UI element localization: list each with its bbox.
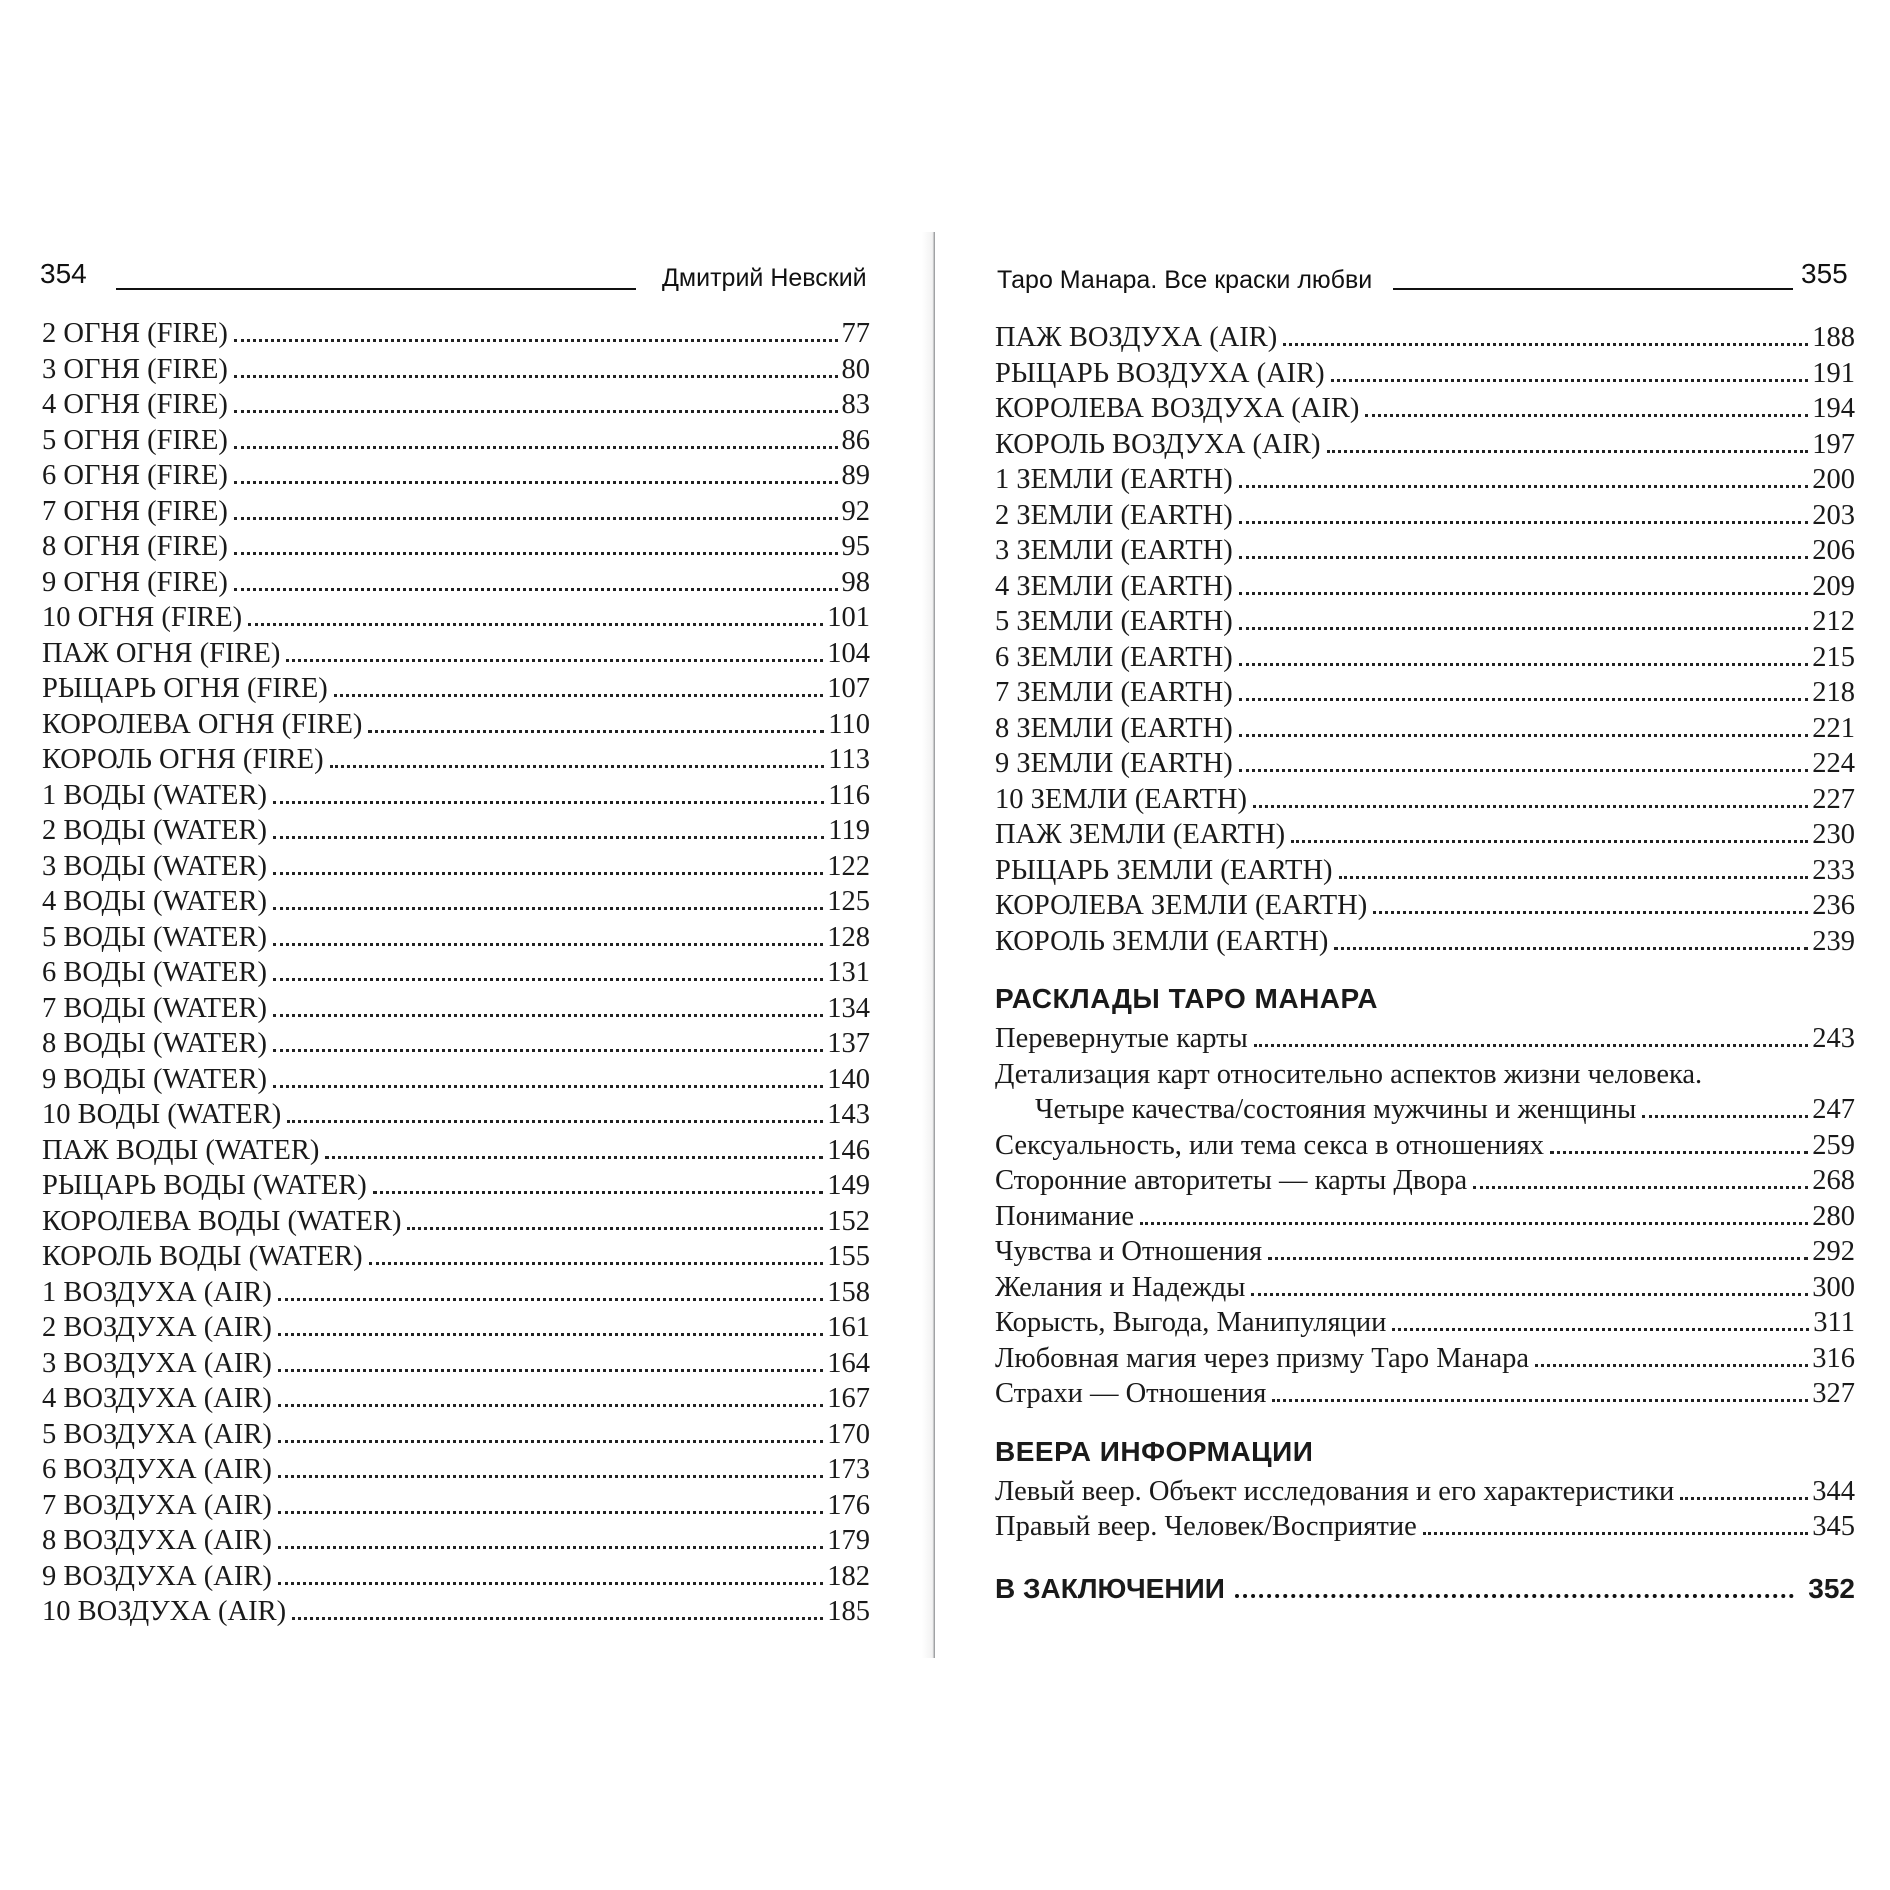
toc-entry-title: 3 ВОДЫ (WATER) — [42, 850, 267, 882]
toc-entry-page: 179 — [827, 1525, 870, 1556]
toc-entry[interactable] — [42, 423, 870, 459]
leader-dots — [1283, 342, 1808, 346]
toc-entry-title: 8 ВОДЫ (WATER) — [42, 1028, 267, 1059]
toc-entry[interactable] — [995, 1199, 1855, 1235]
toc-entry[interactable] — [42, 707, 870, 743]
leader-dots — [334, 693, 824, 697]
leader-dots — [1239, 591, 1809, 595]
toc-entry-page: 119 — [828, 815, 870, 846]
toc-entry[interactable] — [995, 640, 1855, 676]
toc-entry-page: 92 — [841, 495, 870, 527]
leader-dots — [1268, 1256, 1808, 1260]
toc-entry[interactable] — [995, 391, 1855, 427]
toc-entry-title: КОРОЛЕВА ВОЗДУХА (AIR) — [995, 393, 1360, 424]
toc-entry-page: 104 — [827, 637, 870, 669]
toc-entry-title: КОРОЛЕВА ЗЕМЛИ (EARTH) — [995, 890, 1368, 921]
toc-entry[interactable] — [995, 533, 1855, 569]
section-heading-fans: ВЕЕРА ИНФОРМАЦИИ — [995, 1435, 1314, 1467]
toc-entry[interactable] — [42, 1026, 870, 1062]
toc-entry[interactable] — [42, 600, 870, 636]
toc-entry[interactable] — [42, 849, 870, 885]
right-page — [935, 232, 1890, 1658]
toc-entry-page: 182 — [827, 1560, 870, 1592]
toc-entry-title: 9 ВОЗДУХА (AIR) — [42, 1560, 272, 1592]
toc-entry-title: 6 ВОДЫ (WATER) — [42, 957, 267, 988]
toc-entry[interactable] — [995, 675, 1855, 711]
toc-entry-page: 206 — [1812, 535, 1855, 566]
leader-dots — [234, 338, 838, 342]
toc-entry-title: 4 ВОЗДУХА (AIR) — [42, 1383, 272, 1414]
leader-dots — [373, 1190, 823, 1194]
toc-entry-title: Четыре качества/состояния мужчины и женщины — [1035, 1094, 1637, 1125]
toc-entry-title: 7 ВОЗДУХА (AIR) — [42, 1489, 272, 1521]
toc-entry-page: 131 — [827, 957, 870, 988]
leader-dots — [1535, 1363, 1808, 1367]
left-page — [0, 232, 900, 1658]
toc-entry-page: 243 — [1812, 1023, 1855, 1054]
toc-entry-page: 125 — [827, 886, 870, 917]
toc-entry-page: 110 — [828, 708, 870, 740]
toc-entry-title: ПАЖ ВОДЫ (WATER) — [42, 1134, 320, 1166]
toc-entry-title: 3 ОГНЯ (FIRE) — [42, 353, 228, 385]
leader-dots — [278, 1297, 823, 1301]
leader-dots — [1239, 484, 1809, 488]
toc-entry[interactable] — [42, 778, 870, 814]
leader-dots — [1239, 626, 1809, 630]
toc-entry[interactable] — [42, 1310, 870, 1346]
toc-entry-page: 194 — [1812, 393, 1855, 424]
toc-entry-page: 268 — [1812, 1165, 1855, 1196]
toc-entry-page: 215 — [1812, 641, 1855, 673]
toc-entry[interactable] — [995, 569, 1855, 605]
toc-entry[interactable] — [995, 817, 1855, 853]
toc-entry[interactable] — [42, 1523, 870, 1559]
toc-entry-page: 300 — [1812, 1271, 1855, 1303]
leader-dots — [287, 1119, 823, 1123]
leader-dots — [1392, 1327, 1809, 1331]
toc-entry[interactable] — [42, 1488, 870, 1524]
toc-entry-title: КОРОЛЬ ВОЗДУХА (AIR) — [995, 428, 1321, 460]
leader-dots — [330, 764, 825, 768]
toc-entry-title: 10 ЗЕМЛИ (EARTH) — [995, 783, 1247, 815]
toc-entry[interactable] — [42, 1381, 870, 1417]
toc-entry-page: 173 — [827, 1454, 870, 1485]
toc-entry-page: 345 — [1812, 1511, 1855, 1542]
leader-dots — [248, 622, 823, 626]
leader-dots — [234, 374, 838, 378]
toc-entry[interactable] — [995, 888, 1855, 924]
toc-entry-title: Сексуальность, или тема секса в отношениях — [995, 1129, 1544, 1161]
toc-entry-page: 107 — [827, 673, 870, 704]
leader-dots — [1642, 1114, 1808, 1118]
leader-dots — [278, 1581, 823, 1585]
toc-entry-title: КОРОЛЬ ВОДЫ (WATER) — [42, 1241, 363, 1272]
leader-dots — [278, 1474, 823, 1478]
toc-entry[interactable] — [42, 1133, 870, 1169]
toc-entry-page: 122 — [827, 850, 870, 882]
toc-entry[interactable] — [995, 1128, 1855, 1164]
leader-dots — [273, 1048, 823, 1052]
right-header-rule — [1393, 288, 1793, 290]
leader-dots — [278, 1332, 823, 1336]
leader-dots — [1239, 697, 1809, 701]
toc-entry-page: 98 — [841, 566, 870, 598]
leader-dots — [1253, 804, 1808, 808]
toc-entry[interactable] — [995, 746, 1855, 782]
toc-entry-title: 9 ВОДЫ (WATER) — [42, 1063, 267, 1095]
toc-entry[interactable] — [995, 604, 1855, 640]
leader-dots — [273, 871, 823, 875]
book-spread — [0, 232, 1890, 1658]
toc-entry[interactable] — [42, 884, 870, 920]
toc-entry-page: 259 — [1812, 1129, 1855, 1161]
leader-dots — [234, 516, 838, 520]
toc-entry-page: 227 — [1812, 783, 1855, 815]
toc-entry[interactable] — [995, 1509, 1855, 1545]
toc-entry[interactable] — [42, 458, 870, 494]
toc-entry-page: 149 — [827, 1170, 870, 1201]
toc-entry[interactable] — [995, 356, 1855, 392]
toc-entry-page: 191 — [1812, 357, 1855, 389]
left-header-rule — [116, 288, 636, 290]
toc-entry-title: ПАЖ ОГНЯ (FIRE) — [42, 637, 281, 669]
toc-entry-page: 209 — [1812, 570, 1855, 602]
leader-dots — [1373, 910, 1808, 914]
leader-dots — [1327, 449, 1809, 453]
toc-entry-title: 9 ОГНЯ (FIRE) — [42, 566, 228, 598]
conclusion-page: 352 — [1808, 1572, 1855, 1604]
toc-entry-page: 212 — [1812, 606, 1855, 637]
toc-entry-title: КОРОЛЬ ОГНЯ (FIRE) — [42, 744, 324, 775]
leader-dots — [1291, 839, 1808, 843]
toc-entry-title: Правый веер. Человек/Восприятие — [995, 1511, 1417, 1542]
toc-entry-page: 176 — [827, 1489, 870, 1521]
toc-entry-page: 116 — [828, 779, 870, 811]
section-spreads-entries — [995, 1021, 1855, 1412]
leader-dots — [1680, 1496, 1808, 1500]
toc-entry[interactable] — [995, 924, 1855, 960]
toc-entry[interactable] — [995, 853, 1855, 889]
leader-dots — [1251, 1292, 1808, 1296]
toc-entry[interactable] — [42, 1417, 870, 1453]
leader-dots — [286, 658, 823, 662]
toc-entry-title: 2 ЗЕМЛИ (EARTH) — [995, 499, 1233, 531]
toc-entry-title: 1 ВОДЫ (WATER) — [42, 779, 267, 811]
right-toc-entries — [995, 320, 1855, 959]
toc-entry-title: Левый веер. Объект исследования и его характеристики — [995, 1475, 1675, 1507]
toc-entry[interactable] — [995, 1376, 1855, 1412]
toc-entry-page: 197 — [1812, 428, 1855, 460]
toc-entry[interactable] — [42, 387, 870, 423]
leader-dots — [1331, 378, 1809, 382]
leader-dots — [234, 480, 838, 484]
toc-entry-title: Сторонние авторитеты — карты Двора — [995, 1165, 1468, 1196]
toc-entry-page: 113 — [828, 744, 870, 775]
leader-dots — [273, 800, 824, 804]
toc-entry-page: 101 — [827, 602, 870, 633]
toc-entry-page: 152 — [827, 1205, 870, 1237]
leader-dots — [234, 445, 838, 449]
toc-entry-title: 4 ОГНЯ (FIRE) — [42, 389, 228, 420]
toc-entry-page: 218 — [1812, 677, 1855, 708]
toc-entry[interactable] — [995, 1021, 1855, 1057]
toc-entry-title: 1 ЗЕМЛИ (EARTH) — [995, 464, 1233, 495]
toc-entry[interactable] — [995, 1474, 1855, 1510]
toc-entry-title: КОРОЛЬ ЗЕМЛИ (EARTH) — [995, 925, 1329, 957]
leader-dots — [234, 409, 838, 413]
toc-entry-title: 6 ЗЕМЛИ (EARTH) — [995, 641, 1233, 673]
toc-entry[interactable] — [42, 955, 870, 991]
toc-entry-title: Страхи — Отношения — [995, 1378, 1267, 1409]
toc-entry-page: 89 — [841, 460, 870, 491]
toc-entry-page: 311 — [1813, 1307, 1855, 1338]
leader-dots — [278, 1368, 823, 1372]
toc-entry-page: 292 — [1812, 1236, 1855, 1267]
toc-entry-page: 224 — [1812, 748, 1855, 779]
toc-entry-title: 4 ЗЕМЛИ (EARTH) — [995, 570, 1233, 602]
toc-entry-title: 7 ОГНЯ (FIRE) — [42, 495, 228, 527]
toc-entry[interactable] — [42, 529, 870, 565]
leader-dots — [1239, 520, 1809, 524]
toc-entry-page: 164 — [827, 1347, 870, 1379]
toc-entry-title: КОРОЛЕВА ВОДЫ (WATER) — [42, 1205, 402, 1237]
toc-entry-page: 158 — [827, 1276, 870, 1308]
toc-entry[interactable] — [42, 671, 870, 707]
toc-entry-page: 203 — [1812, 499, 1855, 531]
toc-entry[interactable] — [995, 1234, 1855, 1270]
toc-entry-page: 95 — [841, 531, 870, 562]
toc-entry-page: 236 — [1812, 890, 1855, 921]
toc-entry-page: 143 — [827, 1099, 870, 1130]
toc-entry[interactable] — [42, 1275, 870, 1311]
leader-dots — [1423, 1531, 1809, 1535]
toc-entry[interactable] — [995, 427, 1855, 463]
left-page-number: 354 — [40, 258, 87, 289]
leader-dots — [1550, 1150, 1808, 1154]
toc-entry-page: 137 — [827, 1028, 870, 1059]
toc-entry-title: 3 ЗЕМЛИ (EARTH) — [995, 535, 1233, 566]
leader-dots — [1334, 946, 1808, 950]
toc-entry[interactable] — [995, 1305, 1855, 1341]
toc-entry-title: РЫЦАРЬ ВОЗДУХА (AIR) — [995, 357, 1325, 389]
toc-entry-title: 10 ВОЗДУХА (AIR) — [42, 1596, 287, 1627]
toc-entry-title: 5 ВОДЫ (WATER) — [42, 921, 267, 953]
section-fans-entries — [995, 1474, 1855, 1545]
toc-entry[interactable] — [42, 494, 870, 530]
toc-entry[interactable] — [995, 1057, 1855, 1093]
toc-entry-title: 10 ВОДЫ (WATER) — [42, 1099, 282, 1130]
toc-entry-page: 200 — [1812, 464, 1855, 495]
left-running-head: Дмитрий Невский — [662, 264, 867, 292]
toc-entry-page: 167 — [827, 1383, 870, 1414]
left-toc — [42, 316, 870, 1630]
toc-entry-page: 230 — [1812, 819, 1855, 850]
toc-entry[interactable] — [42, 1594, 870, 1630]
toc-entry[interactable] — [42, 1346, 870, 1382]
toc-entry-title: 1 ВОЗДУХА (AIR) — [42, 1276, 272, 1308]
toc-entry-page: 280 — [1812, 1200, 1855, 1232]
leader-dots — [273, 942, 823, 946]
leader-dots — [278, 1545, 823, 1549]
toc-entry[interactable] — [42, 1204, 870, 1240]
leader-dots — [1140, 1221, 1808, 1225]
toc-entry-page: 221 — [1812, 712, 1855, 744]
toc-entry[interactable] — [42, 1062, 870, 1098]
toc-entry-page: 146 — [827, 1134, 870, 1166]
toc-entry-page: 86 — [841, 424, 870, 456]
toc-entry[interactable] — [995, 462, 1855, 498]
toc-entry-title: 4 ВОДЫ (WATER) — [42, 886, 267, 917]
toc-entry[interactable] — [995, 1341, 1855, 1377]
toc-entry-title: Перевернутые карты — [995, 1023, 1248, 1054]
toc-entry-title: Корысть, Выгода, Манипуляции — [995, 1307, 1387, 1338]
toc-entry[interactable] — [42, 1168, 870, 1204]
leader-dots — [1365, 413, 1808, 417]
leader-dots — [273, 835, 824, 839]
leader-dots — [1239, 555, 1809, 559]
toc-entry-title: Любовная магия через призму Таро Манара — [995, 1342, 1530, 1374]
leader-dots — [273, 1013, 823, 1017]
toc-entry-title: 5 ВОЗДУХА (AIR) — [42, 1418, 272, 1450]
toc-entry-title: ПАЖ ВОЗДУХА (AIR) — [995, 322, 1278, 353]
toc-entry-page: 134 — [827, 992, 870, 1024]
toc-entry-page: 83 — [841, 389, 870, 420]
toc-entry-page: 185 — [827, 1596, 870, 1627]
leader-dots — [1272, 1398, 1808, 1402]
leader-dots — [1235, 1593, 1794, 1598]
toc-entry-title: РЫЦАРЬ ВОДЫ (WATER) — [42, 1170, 367, 1201]
toc-entry[interactable] — [995, 320, 1855, 356]
conclusion-title: В ЗАКЛЮЧЕНИИ — [995, 1572, 1225, 1604]
toc-entry[interactable] — [42, 742, 870, 778]
leader-dots — [1254, 1043, 1809, 1047]
toc-entry[interactable] — [42, 1097, 870, 1133]
toc-entry-title: 2 ОГНЯ (FIRE) — [42, 318, 228, 349]
toc-entry-title: КОРОЛЕВА ОГНЯ (FIRE) — [42, 708, 363, 740]
right-toc — [995, 320, 1855, 1605]
toc-entry-page: 161 — [827, 1312, 870, 1343]
leader-dots — [278, 1403, 823, 1407]
toc-entry[interactable] — [995, 1163, 1855, 1199]
toc-entry-conclusion[interactable] — [995, 1573, 1855, 1605]
toc-entry-title: 6 ОГНЯ (FIRE) — [42, 460, 228, 491]
toc-entry-title: 5 ОГНЯ (FIRE) — [42, 424, 228, 456]
toc-entry-title: 6 ВОЗДУХА (AIR) — [42, 1454, 272, 1485]
leader-dots — [369, 1261, 824, 1265]
toc-entry-title: 9 ЗЕМЛИ (EARTH) — [995, 748, 1233, 779]
right-running-head: Таро Манара. Все краски любви — [997, 266, 1373, 294]
toc-entry[interactable] — [995, 1270, 1855, 1306]
leader-dots — [278, 1439, 823, 1443]
leader-dots — [1339, 875, 1809, 879]
toc-entry-page: 77 — [841, 318, 870, 349]
leader-dots — [368, 729, 824, 733]
toc-entry[interactable] — [42, 565, 870, 601]
toc-entry-title: 8 ВОЗДУХА (AIR) — [42, 1525, 272, 1556]
toc-entry-title: 3 ВОЗДУХА (AIR) — [42, 1347, 272, 1379]
leader-dots — [1239, 733, 1809, 737]
toc-entry-page: 80 — [841, 353, 870, 385]
leader-dots — [1239, 768, 1809, 772]
toc-entry-title: ПАЖ ЗЕМЛИ (EARTH) — [995, 819, 1286, 850]
toc-entry[interactable] — [42, 352, 870, 388]
toc-entry-title: 8 ЗЕМЛИ (EARTH) — [995, 712, 1233, 744]
toc-entry[interactable] — [42, 636, 870, 672]
toc-entry[interactable] — [42, 813, 870, 849]
toc-entry-page: 170 — [827, 1418, 870, 1450]
toc-entry-title: 10 ОГНЯ (FIRE) — [42, 602, 243, 633]
toc-entry-page: 233 — [1812, 854, 1855, 886]
leader-dots — [273, 1084, 823, 1088]
toc-entry[interactable] — [42, 920, 870, 956]
toc-entry[interactable] — [42, 1452, 870, 1488]
toc-entry[interactable] — [995, 498, 1855, 534]
toc-entry-title: 7 ЗЕМЛИ (EARTH) — [995, 677, 1233, 708]
toc-entry-page: 140 — [827, 1063, 870, 1095]
toc-entry-page: 316 — [1812, 1342, 1855, 1374]
toc-entry-title: Детализация карт относительно аспектов жизни человека. — [995, 1058, 1703, 1090]
toc-entry-title: Понимание — [995, 1200, 1134, 1232]
toc-entry-title: 8 ОГНЯ (FIRE) — [42, 531, 228, 562]
toc-entry-title: 7 ВОДЫ (WATER) — [42, 992, 267, 1024]
toc-entry-title: 2 ВОДЫ (WATER) — [42, 815, 267, 846]
toc-entry-page: 128 — [827, 921, 870, 953]
toc-entry-page: 239 — [1812, 925, 1855, 957]
toc-entry-page: 188 — [1812, 322, 1855, 353]
toc-entry-title: РЫЦАРЬ ОГНЯ (FIRE) — [42, 673, 328, 704]
right-page-number: 355 — [1801, 258, 1848, 289]
leader-dots — [273, 906, 823, 910]
section-heading-spreads: РАСКЛАДЫ ТАРО МАНАРА — [995, 983, 1378, 1014]
leader-dots — [1473, 1185, 1808, 1189]
toc-entry-page: 344 — [1812, 1475, 1855, 1507]
toc-entry-title: 5 ЗЕМЛИ (EARTH) — [995, 606, 1233, 637]
toc-entry[interactable] — [995, 1092, 1855, 1128]
leader-dots — [234, 587, 838, 591]
leader-dots — [234, 551, 838, 555]
leader-dots — [278, 1510, 823, 1514]
leader-dots — [292, 1616, 823, 1620]
leader-dots — [1239, 662, 1809, 666]
toc-entry-page: 327 — [1812, 1378, 1855, 1409]
leader-dots — [407, 1226, 823, 1230]
toc-entry-title: 2 ВОЗДУХА (AIR) — [42, 1312, 272, 1343]
toc-entry-page: 155 — [827, 1241, 870, 1272]
toc-entry-title: Чувства и Отношения — [995, 1236, 1263, 1267]
toc-entry-title: РЫЦАРЬ ЗЕМЛИ (EARTH) — [995, 854, 1333, 886]
toc-entry[interactable] — [42, 316, 870, 352]
toc-entry[interactable] — [995, 711, 1855, 747]
toc-entry[interactable] — [42, 1559, 870, 1595]
leader-dots — [325, 1155, 823, 1159]
toc-entry[interactable] — [995, 782, 1855, 818]
leader-dots — [273, 977, 823, 981]
toc-entry-page: 247 — [1812, 1094, 1855, 1125]
toc-entry[interactable] — [42, 1239, 870, 1275]
toc-entry[interactable] — [42, 991, 870, 1027]
toc-entry-title: Желания и Надежды — [995, 1271, 1246, 1303]
